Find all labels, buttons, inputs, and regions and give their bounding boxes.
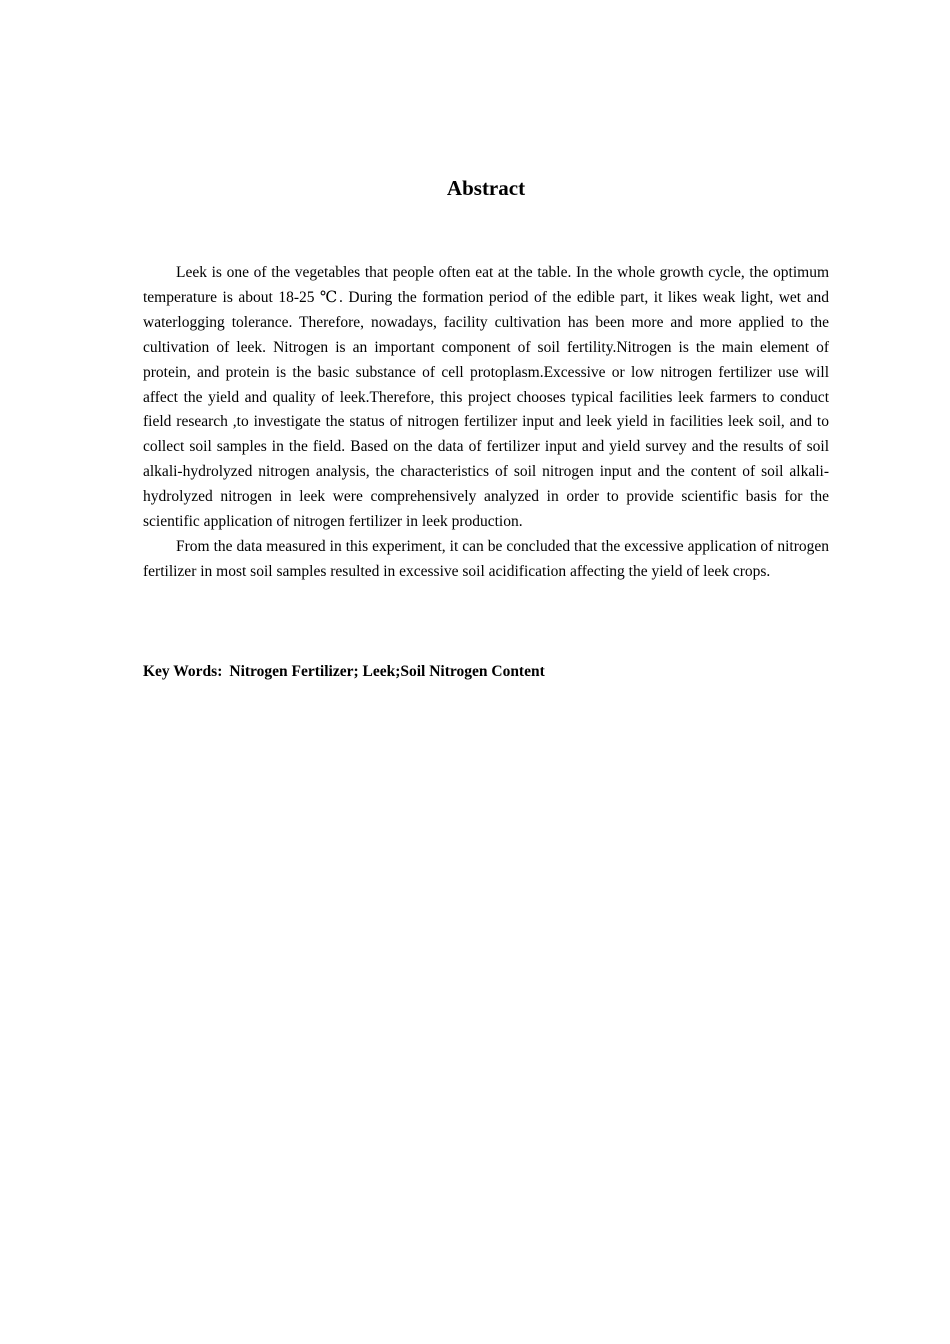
- abstract-paragraph-2: From the data measured in this experiment, it can be concluded that the excessive application of nitrogen fertilizer in most soil samples resulted in excessive soil acidification affecting the yield of leek crops.: [143, 537, 829, 580]
- keywords-list: Nitrogen Fertilizer; Leek;Soil Nitrogen Content: [229, 663, 545, 680]
- keywords-line: [143, 660, 829, 684]
- abstract-title: Abstract: [446, 176, 526, 200]
- keywords-label: Key Words:: [143, 663, 223, 680]
- abstract-body: [143, 261, 829, 585]
- abstract-paragraph-1: Leek is one of the vegetables that people often eat at the table. In the whole growth cycle, the optimum temperature is about 18-25 ℃. During the formation period of the edible part, it likes weak light, wet and waterlogging tolerance. Therefore, nowadays, facility cultivation has been more and more applied to the cultivation of leek. Nitrogen is an important component of soil fertility.Nitrogen is the main element of protein, and protein is the basic substance of cell protoplasm.Excessive or low nitrogen fertilizer use will affect the yield and quality of leek.Therefore, this project chooses typical facilities leek farmers to conduct field research ,to investigate the status of nitrogen fertilizer input and leek yield in facilities leek soil, and to collect soil samples in the field. Based on the data of fertilizer input and yield survey and the results of soil alkali-hydrolyzed nitrogen analysis, the characteristics of soil nitrogen input and the content of soil alkali-hydrolyzed nitrogen in leek were comprehensively analyzed in order to provide scientific basis for the scientific application of nitrogen fertilizer in leek production.: [143, 264, 829, 531]
